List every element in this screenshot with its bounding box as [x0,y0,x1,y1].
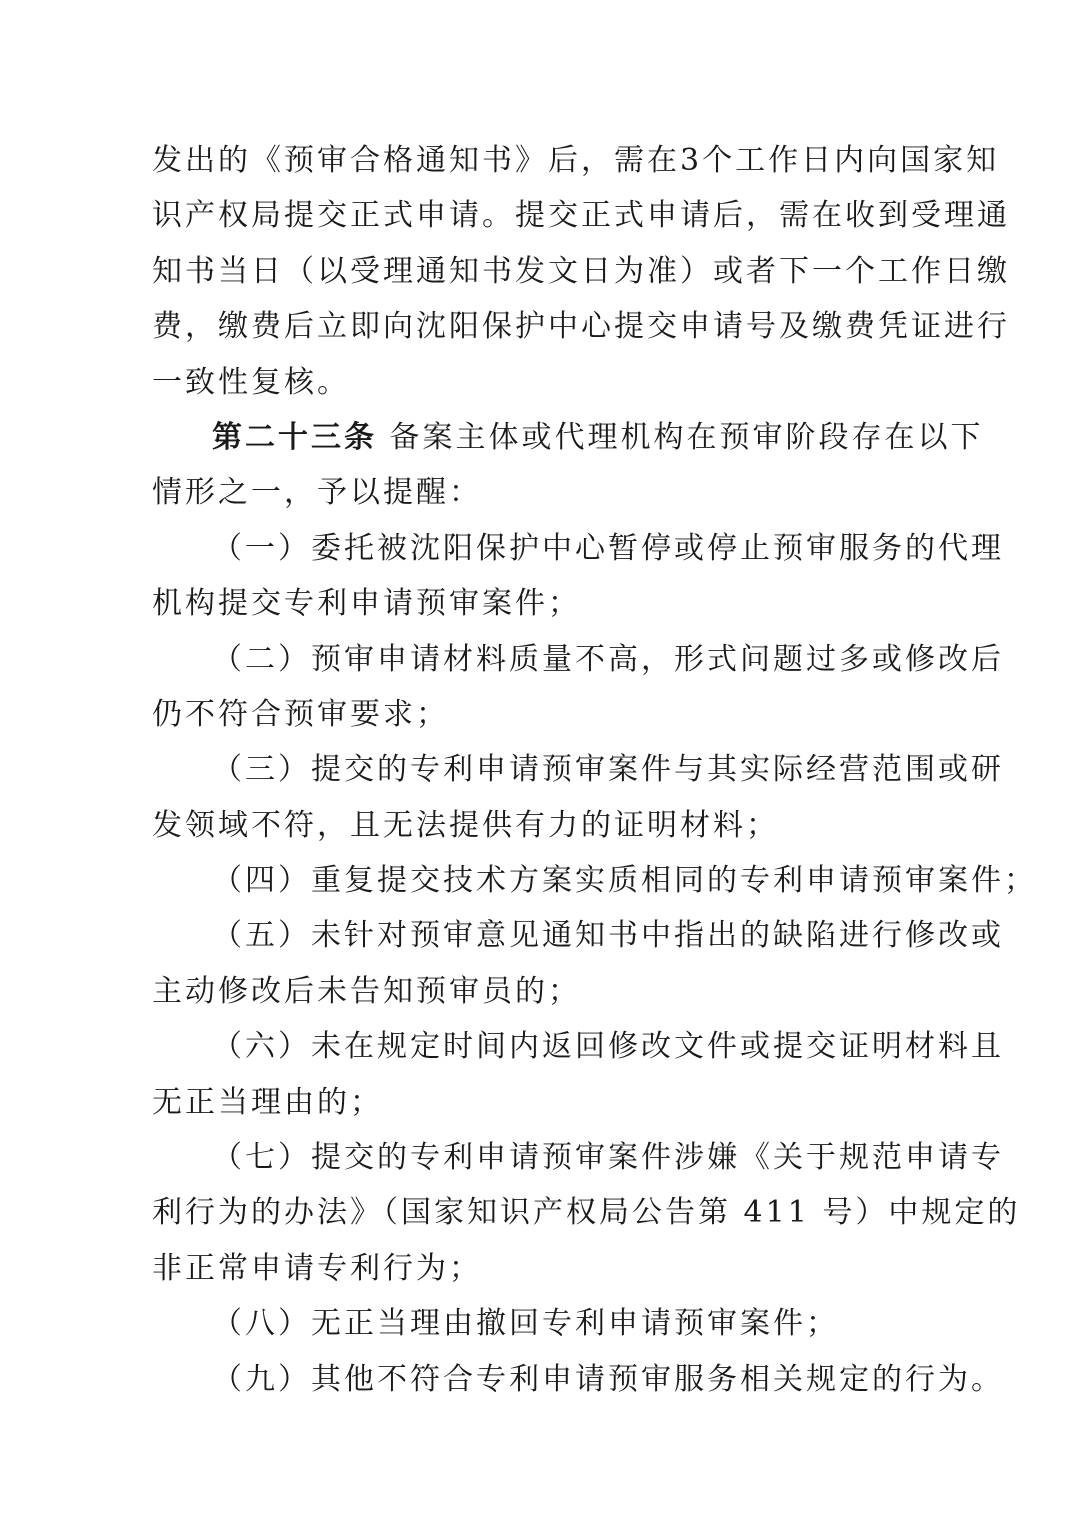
list-item: （五）未针对预审意见通知书中指出的缺陷进行修改或 [212,918,1004,954]
list-item: （八）无正当理由撤回专利申请预审案件； [212,1306,839,1342]
article-heading: 第二十三条 [212,419,377,455]
document-body [152,133,1037,1407]
paragraph-line: 发出的《预审合格通知书》后，需在3个工作日内向国家知 [152,143,1000,178]
list-item-cont: 非正常申请专利行为； [152,1250,482,1286]
list-item: （二）预审申请材料质量不高，形式问题过多或修改后 [212,641,1004,677]
list-item-cont: 无正当理由的； [152,1084,383,1120]
article-text: 备案主体或代理机构在预审阶段存在以下 [389,419,984,455]
list-item: （一）委托被沈阳保护中心暂停或停止预审服务的代理 [212,530,1004,566]
paragraph-line: 费，缴费后立即向沈阳保护中心提交申请号及缴费凭证进行 [152,309,1010,345]
list-item: （七）提交的专利申请预审案件涉嫌《关于规范申请专 [212,1140,1004,1176]
article-line [152,410,984,465]
list-item-cont: 仍不符合预审要求； [152,696,449,732]
list-item-cont: 发领域不符，且无法提供有力的证明材料； [152,807,779,843]
paragraph-line: 一致性复核。 [152,364,350,400]
list-item: （九）其他不符合专利申请预审服务相关规定的行为。 [212,1361,1004,1397]
list-item: （四）重复提交技术方案实质相同的专利申请预审案件； [212,863,1037,899]
paragraph-line: 知书当日（以受理通知书发文日为准）或者下一个工作日缴 [152,253,1010,289]
list-item: （六）未在规定时间内返回修改文件或提交证明材料且 [212,1029,1004,1065]
paragraph-line: 识产权局提交正式申请。提交正式申请后，需在收到受理通 [152,198,1010,234]
list-item-cont: 机构提交专利申请预审案件； [152,586,581,622]
list-item: （三）提交的专利申请预审案件与其实际经营范围或研 [212,752,1004,788]
list-item-cont: 主动修改后未告知预审员的； [152,973,581,1009]
article-text-cont: 情形之一，予以提醒： [152,475,482,511]
list-item-cont: 利行为的办法》（国家知识产权局公告第 411 号）中规定的 [152,1195,1021,1231]
